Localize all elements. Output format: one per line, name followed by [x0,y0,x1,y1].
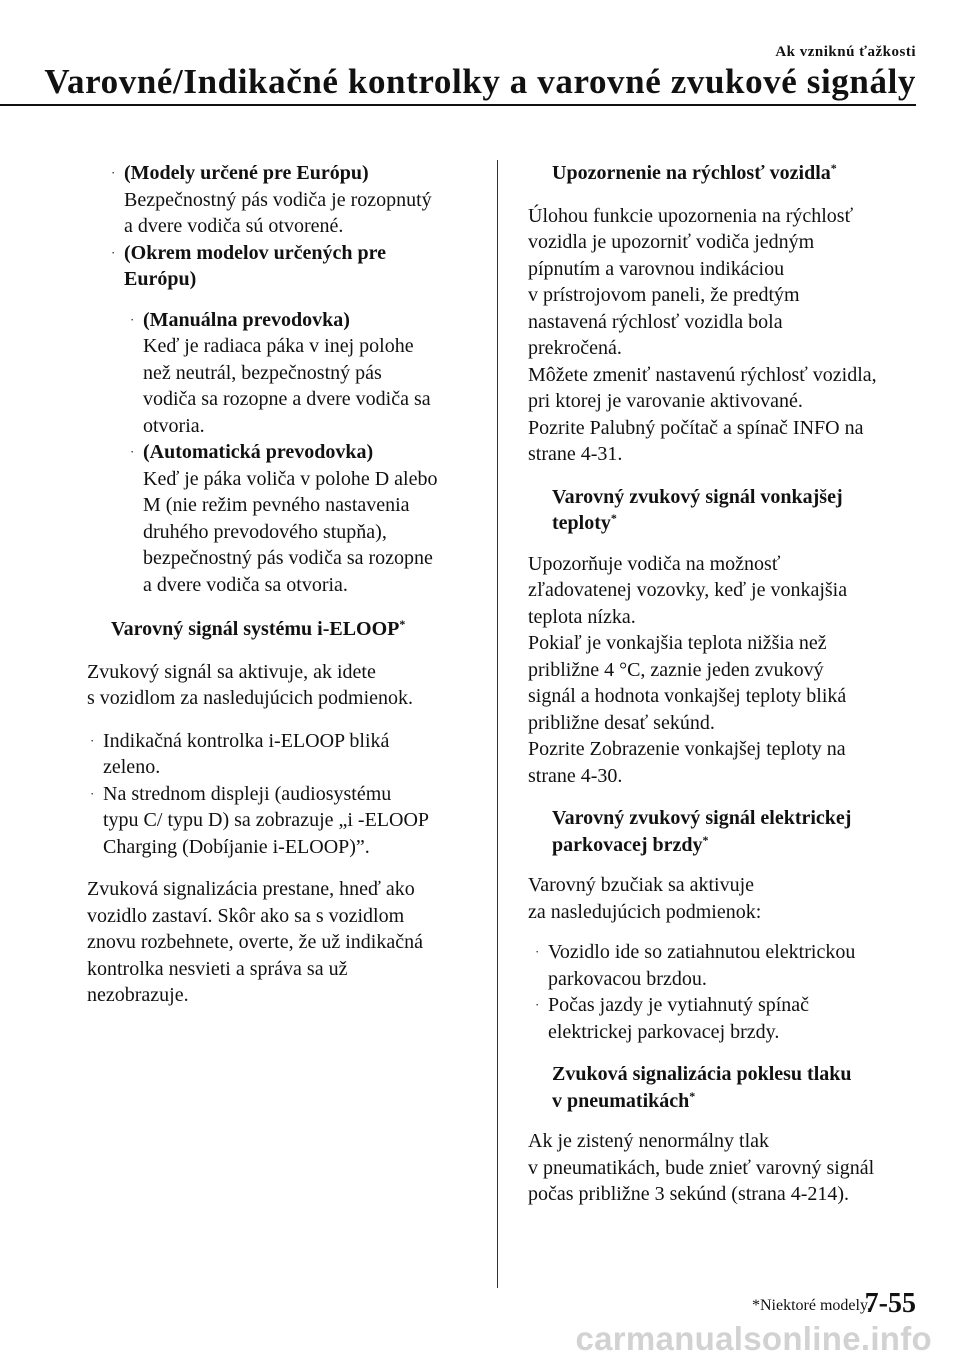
text-line: Vozidlo ide so zatiahnutou elektrickou [548,941,856,963]
text-line: Pozrite Palubný počítač a spínač INFO na [528,416,864,439]
text-line: zeleno. [103,756,161,778]
bullet-icon: · [130,311,135,327]
text-line: približne desať sekúnd. [528,711,715,734]
paragraph [528,551,920,790]
section-heading [552,1061,920,1114]
paragraph [87,659,485,712]
item-title: (Modely určené pre Európu) [124,162,369,184]
text-line: Keď je páka voliča v polohe D alebo [143,467,438,490]
column-divider [497,160,498,1288]
text-line: pípnutím a varovnou indikáciou [528,257,785,280]
bullet-icon: · [90,785,95,801]
item-title: (Okrem modelov určených pre [124,241,387,264]
item-title: (Manuálna prevodovka) [143,308,350,331]
text-line: zľadovatenej vozovky, keď je vonkajšia [528,579,848,601]
text-line: Pozrite Zobrazenie vonkajšej teploty na [528,738,846,760]
text-line: strane 4-31. [528,443,623,465]
left-column [87,160,485,1009]
text-line: Počas jazdy je vytiahnutý spínač [548,994,810,1016]
text-line: pri ktorej je varovanie aktivované. [528,390,803,412]
text-line: typu C/ typu D) sa zobrazuje „i -ELOOP [103,809,430,831]
text-line: Keď je radiaca páka v inej polohe [143,335,414,357]
text-line: znovu rozbehnete, overte, že už indikačná [87,931,423,953]
section-heading [552,805,920,858]
text-line: Zvukový signál sa aktivuje, ak idete [87,660,376,683]
heading-line: Varovný zvukový signál vonkajšej [552,485,843,508]
text-line: M (nie režim pevného nastavenia [143,494,410,516]
text-line: parkovacou brzdou. [548,967,707,990]
header-rule [0,104,916,106]
text-line: vozidlo zastaví. Skôr ako sa s vozidlom [87,904,405,927]
text-line: a dvere vodiča sú otvorené. [124,215,344,237]
text-line: Bezpečnostný pás vodiča je rozopnutý [124,188,432,211]
text-line: Indikačná kontrolka i-ELOOP bliká [103,729,390,752]
list-item [535,992,920,1045]
heading-line: v pneumatikách* [552,1088,696,1112]
section-heading: Upozornenie na rýchlosť vozidla* [552,161,837,184]
text-line: bezpečnostný pás vodiča sa rozopne [143,547,433,569]
text-line: za nasledujúcich podmienok: [528,900,762,923]
text-line: Môžete zmeniť nastavenú rýchlosť vozidla, [528,363,877,386]
heading-line: teploty* [552,511,617,534]
list-item [130,307,485,440]
paragraph [528,203,920,468]
text-line: v prístrojovom paneli, že predtým [528,284,800,306]
text-line: Na strednom displeji (audiosystému [103,782,392,805]
paragraph [87,876,485,1009]
list-item [130,439,485,598]
bullet-icon: · [535,997,540,1012]
bullet-icon: · [111,244,116,260]
text-line: a dvere vodiča sa otvoria. [143,573,348,596]
text-line: strane 4-30. [528,764,623,787]
list-item [90,781,485,861]
footnote: *Niektoré modely. [752,1297,871,1314]
text-line: Pokiaľ je vonkajšia teplota nižšia než [528,632,827,654]
heading-line: Zvuková signalizácia poklesu tlaku [552,1063,852,1085]
list-item [111,240,485,293]
text-line: približne 4 °C, zaznie jeden zvukový [528,658,824,681]
heading-line: Varovný zvukový signál elektrickej [552,807,852,829]
list-item [535,939,920,992]
text-line: Varovný bzučiak sa aktivuje [528,874,755,896]
text-line: signál a hodnota vonkajšej teploty bliká [528,685,847,707]
text-line: otvoria. [143,414,205,437]
page-title: Varovné/Indikačné kontrolky a varovné zvukové signály [44,62,916,101]
watermark: carmanualsonline.info [575,1320,932,1357]
page-number: 7-55 [864,1288,916,1319]
text-line: prekročená. [528,337,622,359]
text-line: nastavená rýchlosť vozidla bola [528,310,783,333]
text-line: kontrolka nesvieti a správa sa už [87,957,348,980]
bullet-icon: · [535,944,540,959]
text-line: vodiča sa rozopne a dvere vodiča sa [143,388,431,410]
heading-line: parkovacej brzdy* [552,832,709,856]
text-line: s vozidlom za nasledujúcich podmienok. [87,687,414,709]
list-item [111,160,485,240]
bullet-icon: · [90,732,95,748]
paragraph [528,872,920,925]
bullet-icon: · [130,444,135,459]
text-line: nezobrazuje. [87,984,189,1006]
text-line: vozidla je upozorniť vodiča jedným [528,231,815,253]
text-line: počas približne 3 sekúnd (strana 4-214). [528,1183,850,1205]
text-line: v pneumatikách, bude znieť varovný signál [528,1156,875,1179]
text-line: Upozorňuje vodiča na možnosť [528,552,781,575]
right-column [528,160,920,1208]
text-line: než neutrál, bezpečnostný pás [143,361,382,384]
list-item [90,728,485,781]
section-label: Ak vzniknú ťažkosti [775,44,916,60]
text-line: elektrickej parkovacej brzdy. [548,1020,780,1043]
section-heading [552,484,920,537]
text-line: Charging (Dobíjanie i-ELOOP)”. [103,835,370,858]
item-title: Európu) [124,268,197,290]
item-title: (Automatická prevodovka) [143,441,374,463]
bullet-icon: · [111,165,116,180]
text-line: Zvuková signalizácia prestane, hneď ako [87,878,415,900]
text-line: Úlohou funkcie upozornenia na rýchlosť [528,204,854,227]
text-line: druhého prevodového stupňa), [143,520,387,543]
text-line: Ak je zistený nenormálny tlak [528,1130,770,1152]
paragraph [528,1128,920,1208]
text-line: teplota nízka. [528,605,636,628]
section-heading: Varovný signál systému i-ELOOP* [111,617,406,640]
